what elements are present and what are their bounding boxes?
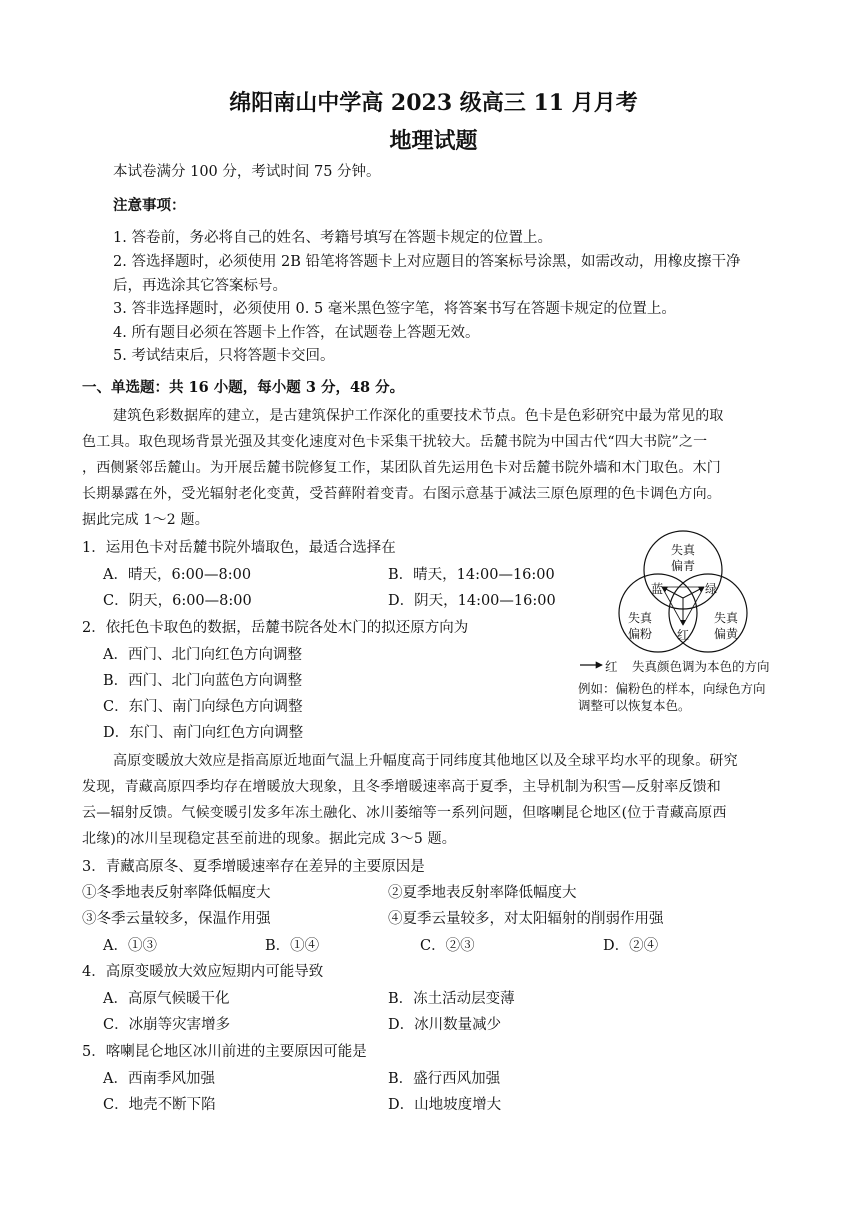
option-a: A．晴天，6:00—8:00	[103, 567, 252, 583]
option-c: C．阴天，6:00—8:00	[103, 593, 252, 609]
option-b: B．①④	[265, 938, 320, 954]
legend-arrow-label: 红	[605, 659, 618, 674]
note-item: 1. 答卷前，务必将自己的姓名、考籍号填写在答题卡规定的位置上。	[113, 230, 552, 246]
statement-4: ④夏季云量较多，对太阳辐射的削弱作用强	[388, 911, 664, 927]
passage-line: 建筑色彩数据库的建立，是古建筑保护工作深化的重要技术节点。色卡是色彩研究中最为常见的取	[113, 408, 724, 424]
option-d: D．山地坡度增大	[388, 1097, 502, 1113]
option-d: D．冰川数量减少	[388, 1017, 502, 1033]
label-cyan-2: 偏青	[670, 559, 696, 573]
question-stem: 4．高原变暖放大效应短期内可能导致	[82, 964, 324, 980]
figure-caption: 调整可以恢复本色。	[578, 698, 691, 713]
passage-line: 云—辐射反馈。气候变暖引发多年冻土融化、冰川萎缩等一系列问题，但喀喇昆仑地区(位于青藏高原西	[82, 805, 727, 821]
label-cyan-1: 失真	[670, 543, 696, 557]
exam-title: 绵阳南山中学高 2023 级高三 11 月月考	[229, 90, 638, 116]
option-c: C．冰崩等灾害增多	[103, 1017, 231, 1033]
label-red: 红	[676, 628, 690, 642]
label-yellow-2: 偏黄	[713, 627, 739, 641]
option-a: A．西门、北门向红色方向调整	[103, 647, 302, 663]
option-a: A．①③	[103, 938, 157, 954]
option-b: B．冻土活动层变薄	[388, 991, 515, 1007]
question-stem: 3．青藏高原冬、夏季增暖速率存在差异的主要原因是	[82, 859, 425, 875]
note-item: 后，再选涂其它答案标号。	[113, 278, 287, 294]
section-heading: 一、单选题：共 16 小题，每小题 3 分，48 分。	[82, 379, 405, 396]
question-stem: 1．运用色卡对岳麓书院外墙取色，最适合选择在	[82, 540, 396, 556]
option-a: A．高原气候暖干化	[103, 991, 230, 1007]
option-d: D．阴天，14:00—16:00	[388, 593, 556, 609]
statement-1: ①冬季地表反射率降低幅度大	[82, 885, 271, 901]
exam-subtitle: 地理试题	[389, 128, 478, 154]
option-d: D．东门、南门向红色方向调整	[103, 725, 304, 741]
passage-line: 发现，青藏高原四季均存在增暖放大现象，且冬季增暖速率高于夏季，主导机制为积雪—反射率反馈和	[82, 779, 721, 795]
question-stem: 2．依托色卡取色的数据，岳麓书院各处木门的拟还原方向为	[82, 620, 469, 636]
option-d: D．②④	[603, 938, 659, 954]
intro-text: 本试卷满分 100 分，考试时间 75 分钟。	[113, 164, 381, 180]
question-stem: 5．喀喇昆仑地区冰川前进的主要原因可能是	[82, 1044, 367, 1060]
passage-line: 据此完成 1～2 题。	[82, 512, 209, 528]
label-magenta-1: 失真	[627, 611, 653, 625]
statement-3: ③冬季云量较多，保温作用强	[82, 911, 271, 927]
option-c: C．东门、南门向绿色方向调整	[103, 699, 303, 715]
label-yellow-1: 失真	[713, 611, 739, 625]
option-c: C．②③	[420, 938, 475, 954]
color-card-diagram	[600, 530, 780, 660]
note-item: 4. 所有题目必须在答题卡上作答，在试题卷上答题无效。	[113, 325, 480, 341]
passage-line: 色工具。取色现场背景光强及其变化速度对色卡采集干扰较大。岳麓书院为中国古代“四大书院”之一	[82, 434, 708, 450]
passage-line: ，西侧紧邻岳麓山。为开展岳麓书院修复工作，某团队首先运用色卡对岳麓书院外墙和木门取色。木门	[82, 460, 721, 476]
option-b: B．盛行西风加强	[388, 1071, 501, 1087]
option-a: A．西南季风加强	[103, 1071, 215, 1087]
notes-heading: 注意事项：	[113, 197, 186, 214]
statement-2: ②夏季地表反射率降低幅度大	[388, 885, 577, 901]
figure-caption: 例如：偏粉色的样本，向绿色方向	[578, 681, 766, 696]
legend-text: 失真颜色调为本色的方向	[632, 659, 770, 674]
note-item: 3. 答非选择题时，必须使用 0. 5 毫米黑色签字笔，将答案书写在答题卡规定的位置上。	[113, 301, 676, 317]
label-blue: 蓝	[650, 582, 664, 596]
option-c: C．地壳不断下陷	[103, 1097, 216, 1113]
option-b: B．西门、北门向蓝色方向调整	[103, 673, 303, 689]
note-item: 5. 考试结束后，只将答题卡交回。	[113, 348, 335, 364]
legend-arrow-icon	[578, 657, 606, 673]
label-magenta-2: 偏粉	[627, 627, 653, 641]
passage-line: 高原变暖放大效应是指高原近地面气温上升幅度高于同纬度其他地区以及全球平均水平的现象。研究	[113, 753, 738, 769]
passage-line: 长期暴露在外，受光辐射老化变黄，受苔藓附着变青。右图示意基于减法三原色原理的色卡调色方向。	[82, 486, 721, 502]
passage-line: 北缘)的冰川呈现稳定甚至前进的现象。据此完成 3～5 题。	[82, 831, 456, 847]
option-b: B．晴天，14:00—16:00	[388, 567, 555, 583]
note-item: 2. 答选择题时，必须使用 2B 铅笔将答题卡上对应题目的答案标号涂黑，如需改动，用橡皮擦干净	[113, 254, 741, 270]
label-green: 绿	[704, 582, 718, 596]
